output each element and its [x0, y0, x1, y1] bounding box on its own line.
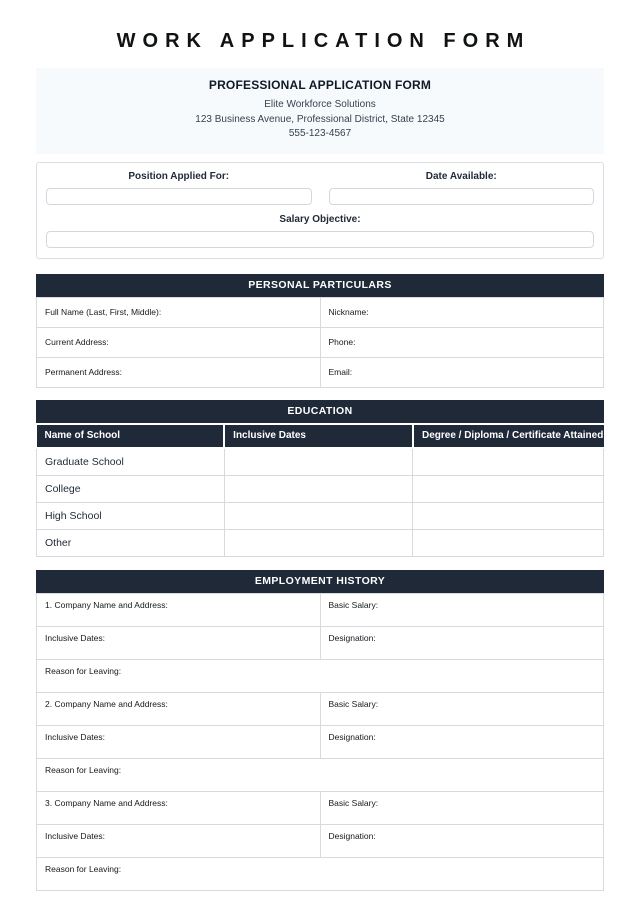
edu-col-degree: Degree / Diploma / Certificate Attained — [413, 424, 604, 448]
permanent-address-label-cell: Permanent Address: — [37, 357, 321, 387]
basic-salary-label-cell: Basic Salary: — [320, 692, 604, 725]
company-phone: 555-123-4567 — [288, 128, 352, 139]
salary-objective-field — [46, 214, 594, 248]
employment-entry-row — [37, 725, 604, 758]
empty-dates-cell — [224, 502, 413, 529]
employment-entry-row — [37, 593, 604, 626]
empty-degree-cell — [413, 502, 604, 529]
school-level-cell: Graduate School — [37, 448, 225, 476]
employment-entry-row — [37, 857, 604, 890]
empty-dates-cell — [224, 475, 413, 502]
position-applied-label: Position Applied For: — [128, 170, 230, 182]
inclusive-dates-label-cell: Inclusive Dates: — [37, 824, 321, 857]
personal-particulars-header: PERSONAL PARTICULARS — [36, 274, 604, 297]
designation-label-cell: Designation: — [320, 824, 604, 857]
employment-entry-row — [37, 659, 604, 692]
salary-objective-input[interactable] — [46, 231, 594, 248]
table-row — [37, 297, 604, 327]
education-column-header-row — [37, 424, 604, 448]
company-info-card — [36, 68, 604, 154]
reason-for-leaving-cell: Reason for Leaving: — [37, 857, 604, 890]
full-name-label-cell: Full Name (Last, First, Middle): — [37, 297, 321, 327]
position-applied-field — [46, 171, 312, 205]
employment-entry-row — [37, 791, 604, 824]
school-level-cell: Other — [37, 529, 225, 556]
nickname-label-cell: Nickname: — [320, 297, 604, 327]
empty-degree-cell — [413, 448, 604, 476]
school-level-cell: College — [37, 475, 225, 502]
school-level-cell: High School — [37, 502, 225, 529]
empty-degree-cell — [413, 475, 604, 502]
employment-entry-row — [37, 626, 604, 659]
company-address: 123 Business Avenue, Professional District, State 12345 — [195, 113, 445, 125]
inclusive-dates-label-cell: Inclusive Dates: — [37, 725, 321, 758]
employment-entry-row — [37, 692, 604, 725]
personal-particulars-table — [36, 297, 604, 388]
basic-salary-label-cell: Basic Salary: — [320, 593, 604, 626]
page-title: WORK APPLICATION FORM — [116, 30, 531, 52]
edu-row-high-school — [37, 502, 604, 529]
email-label-cell: Email: — [320, 357, 604, 387]
education-header: EDUCATION — [36, 400, 604, 423]
designation-label-cell: Designation: — [320, 725, 604, 758]
company-name: Elite Workforce Solutions — [264, 99, 376, 110]
empty-degree-cell — [413, 529, 604, 556]
employment-history-header: EMPLOYMENT HISTORY — [36, 570, 604, 593]
employment-entry-row — [37, 758, 604, 791]
date-available-input[interactable] — [329, 188, 595, 205]
edu-row-graduate-school — [37, 448, 604, 476]
reason-for-leaving-cell: Reason for Leaving: — [37, 659, 604, 692]
edu-col-dates: Inclusive Dates — [224, 424, 413, 448]
employment-entry-row — [37, 824, 604, 857]
date-available-field — [329, 171, 595, 205]
salary-objective-label: Salary Objective: — [279, 213, 361, 225]
table-row — [37, 327, 604, 357]
reason-for-leaving-cell: Reason for Leaving: — [37, 758, 604, 791]
current-address-label-cell: Current Address: — [37, 327, 321, 357]
date-available-label: Date Available: — [425, 170, 497, 182]
edu-row-other — [37, 529, 604, 556]
company-name-label-cell: 2. Company Name and Address: — [37, 692, 321, 725]
basic-salary-label-cell: Basic Salary: — [320, 791, 604, 824]
position-applied-input[interactable] — [46, 188, 312, 205]
edu-row-college — [37, 475, 604, 502]
company-form-heading: PROFESSIONAL APPLICATION FORM — [208, 78, 432, 92]
company-name-label-cell: 3. Company Name and Address: — [37, 791, 321, 824]
empty-dates-cell — [224, 529, 413, 556]
position-section — [36, 162, 604, 259]
edu-col-school: Name of School — [37, 424, 225, 448]
company-name-label-cell: 1. Company Name and Address: — [37, 593, 321, 626]
designation-label-cell: Designation: — [320, 626, 604, 659]
education-table — [36, 423, 604, 557]
table-row — [37, 357, 604, 387]
inclusive-dates-label-cell: Inclusive Dates: — [37, 626, 321, 659]
employment-history-table — [36, 593, 604, 891]
phone-label-cell: Phone: — [320, 327, 604, 357]
empty-dates-cell — [224, 448, 413, 476]
